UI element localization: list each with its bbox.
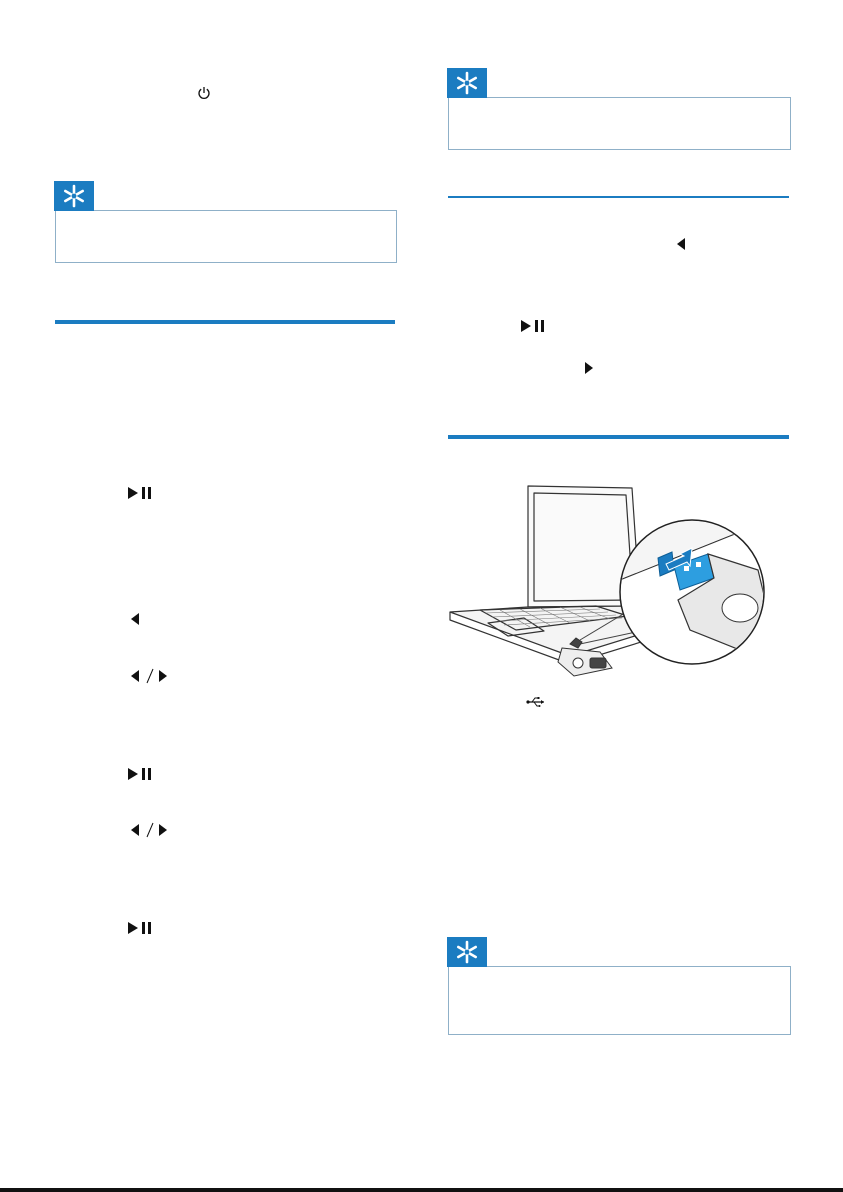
tip-asterisk-icon bbox=[447, 937, 487, 967]
previous-icon bbox=[130, 670, 140, 682]
previous-icon bbox=[130, 824, 140, 836]
tip-asterisk-icon bbox=[447, 68, 487, 98]
next-icon bbox=[158, 670, 168, 682]
usb-icon bbox=[526, 696, 546, 708]
separator-slash bbox=[146, 668, 154, 684]
section-divider bbox=[448, 435, 789, 439]
section-divider bbox=[55, 320, 395, 324]
subsection-divider bbox=[448, 196, 789, 198]
next-icon bbox=[158, 824, 168, 836]
tip-box bbox=[448, 97, 791, 150]
play-pause-icon bbox=[127, 768, 157, 780]
page-bottom-edge bbox=[0, 1188, 843, 1192]
tip-box bbox=[55, 210, 397, 263]
play-pause-icon bbox=[520, 320, 550, 332]
tip-box bbox=[448, 966, 791, 1035]
play-pause-icon bbox=[127, 487, 157, 499]
previous-icon bbox=[130, 613, 140, 625]
play-pause-icon bbox=[127, 922, 157, 934]
laptop-usb-illustration bbox=[440, 480, 770, 680]
next-icon bbox=[584, 362, 594, 374]
previous-icon bbox=[676, 238, 686, 250]
separator-slash bbox=[146, 822, 154, 838]
tip-asterisk-icon bbox=[54, 181, 94, 211]
power-icon bbox=[197, 86, 211, 100]
